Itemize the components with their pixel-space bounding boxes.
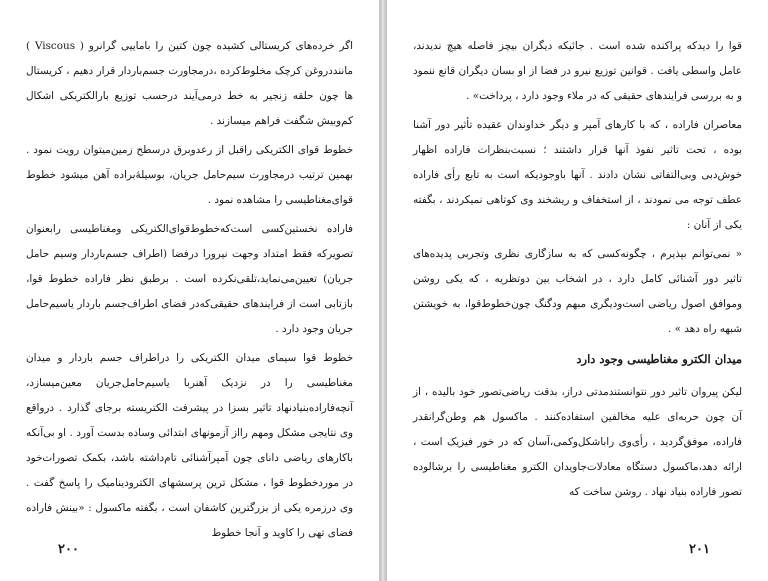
paragraph: لیکن پیروان تاثیر دور نتوانستندمدتی دراز، بدقت ریاضی‌تصور خود بالیده ، از آن چون حربه‌ای علیه مخالفین استفاده‌کنند . ماکسول هم وطن‌گرانقدر فاراده، موفق‌گردید ، رأی‌وی راباشکل‌وکمی،آسان که در خور فیزیک است ، ارائه دهد،ماکسول دستگاه معادلات‌جاویدان الکترو مغناطیسی را برشالوده تصور فاراده بنیاد نهاد . روشن ساخت که <box>413 386 742 498</box>
left-page <box>0 0 380 581</box>
paragraph: خطوط قوا سیمای میدان الکتریکی را دراطراف جسم باردار و میدان مغناطیسی را در نزدیک آهنربا یاسیم‌حامل‌جریان معین‌میسازد، آنچه‌فاراده‌بنیادنهاد تاثیر بسزا در پیشرفت الکتریسته برجای گذارد . درواقع وی نتایجی مشکل ومهم رااز آزمونهای ابتدائی وساده بدست آورد . او بی‌آنکه با‌کارهای ریاضی دانای چون آمپرآشنائی تام‌داشته باشد، بکمک تصورات‌خود در موردخطوط قوا ، مشکل ترین پرسشهای الکترودینامیک را پاسخ گفت . وی درزمره یکی از بزرگترین کاشفان است ، بگفته ماکسول : «بینش فاراده فضای تهی را کاوید و آنجا خطوط <box>26 352 353 539</box>
page-number: ۲۰۱ <box>689 542 710 557</box>
paragraph: خطوط قوای الکتریکی راقبل از رعدوبرق درسطح زمین‌میتوان رویت نمود . بهمین ترتیب درمجاورت سیم‌حامل جریان، بوسیلۀبراده آهن میشود خطوط قوای‌مغناطیسی را مشاهده نمود . <box>26 144 353 206</box>
paragraph: فاراده نخستین‌کسی است‌که‌خطوط‌قوای‌الکتریکی ومغناطیسی رابعنوان تصویرکه فقط امتداد وجهت نیرو‌را درفضا (اطراف جسم‌باردار وسیم حامل جریان) تعیین‌می‌نماید،تلقی‌نکرده است . برطبق نظر فاراده خطوط قوا، بازتابی است از فرایندهای حقیقی‌که‌در فضای اطراف‌جسم باردار یاسیم‌حامل جریان وجود دارد . <box>26 223 353 335</box>
page-number: ۲۰۰ <box>58 542 79 557</box>
right-page <box>386 0 768 581</box>
paragraph: معاصران فاراده ، که با کارهای آمپر و دیگر خداوندان عقیده تأثیر دور آشنا بوده ، تحت تاثیر نفوذ آنها قرار داشتند ؛ نسبت‌بنظرات فاراده اظهار خوش‌دبی وبی‌التفاتی نشان دادند . آنها باوجودیکه است به تابع رأی فاراده عطف توجه می نمودند ، از استخفاف و ریشخند وی کوتاهی نمیکردند ، بگفته یکی از آنان : <box>413 119 742 231</box>
section-heading: میدان الکترو مغناطیسی وجود دارد <box>576 352 742 366</box>
quote-paragraph: « نمی‌توانم بپذیرم ، چگونه‌کسی که به سازگاری نظری وتجربی پدیده‌های تاثیر دور آشنائی کامل دارد ، در اشخاب بین دوتظریه ، که یکی روشن وموافق اصول ریاضی است‌ودیگری مبهم ودگنگ چون‌خطوط‌قوا، به خویشتن شبهه راه دهد » . <box>413 248 742 335</box>
paragraph: اگر خرده‌های کریستالی کشیده چون کتین را باماییی گرانرو ( Viscous ) ماننددروغن کرچک مخلوط‌کرده ،درمجاورت جسم‌باردار قرار دهیم ، کریستال ها چون حلقه زنجیر به خط درمی‌آیند درحسب توزیع بارالکتریکی اشکال کم‌وبیش شگفت فراهم میسازند . <box>26 40 353 127</box>
right-page-text <box>413 34 742 509</box>
paragraph: قوا را دیدکه پراکنده شده است . جائیکه دیگران بیچز فاصله هیچ ندیدند، عامل واسطی یافت . قوانین توزیع نیرو در فضا از او بسان دیگران قانع ننمود و به بررسی فرایندهای حقیقی که در ملاء وجود دارد ، پرداخت» . <box>413 40 742 102</box>
left-page-text <box>26 34 353 550</box>
